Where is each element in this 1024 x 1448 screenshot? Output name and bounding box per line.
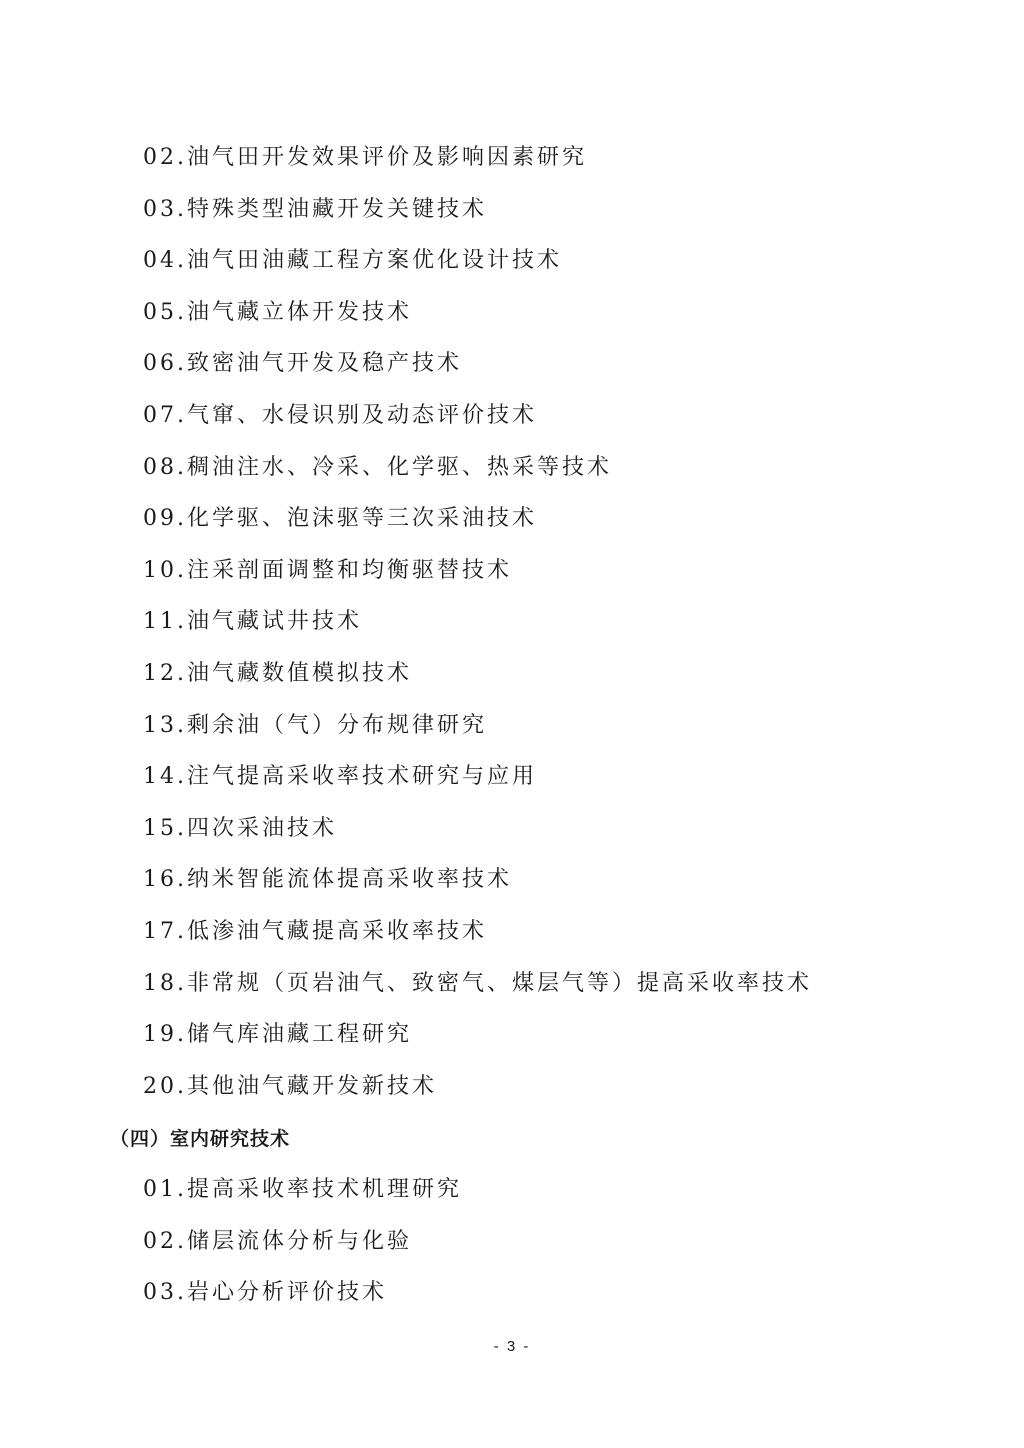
list-item: 18.非常规（页岩油气、致密气、煤层气等）提高采收率技术 (143, 970, 812, 996)
list-item: 04.油气田油藏工程方案优化设计技术 (143, 248, 562, 274)
list-item: 16.纳米智能流体提高采收率技术 (143, 867, 512, 893)
list-item: 03.岩心分析评价技术 (143, 1280, 387, 1306)
list-item: 11.油气藏试井技术 (143, 609, 362, 635)
list-item: 20.其他油气藏开发新技术 (143, 1073, 437, 1099)
technology-list-continued (143, 138, 812, 1118)
list-item: 07.气窜、水侵识别及动态评价技术 (143, 402, 537, 428)
section-heading: （四）室内研究技术 (110, 1128, 291, 1150)
list-item: 09.化学驱、泡沫驱等三次采油技术 (143, 506, 537, 532)
list-item: 15.四次采油技术 (143, 815, 337, 841)
list-item: 14.注气提高采收率技术研究与应用 (143, 764, 537, 790)
list-item: 12.油气藏数值模拟技术 (143, 660, 412, 686)
list-item: 08.稠油注水、冷采、化学驱、热采等技术 (143, 454, 612, 480)
list-item: 03.特殊类型油藏开发关键技术 (143, 196, 487, 222)
list-item: 02.储层流体分析与化验 (143, 1228, 412, 1254)
list-item: 01.提高采收率技术机理研究 (143, 1177, 462, 1202)
list-item: 17.低渗油气藏提高采收率技术 (143, 918, 487, 944)
list-item: 10.注采剖面调整和均衡驱替技术 (143, 557, 512, 583)
list-item: 06.致密油气开发及稳产技术 (143, 351, 462, 377)
list-item: 02.油气田开发效果评价及影响因素研究 (143, 145, 587, 170)
list-item: 13.剩余油（气）分布规律研究 (143, 712, 487, 738)
page-number: - 3 - (493, 1338, 531, 1355)
list-item: 05.油气藏立体开发技术 (143, 299, 412, 325)
lab-research-list (143, 1170, 462, 1325)
list-item: 19.储气库油藏工程研究 (143, 1022, 412, 1048)
